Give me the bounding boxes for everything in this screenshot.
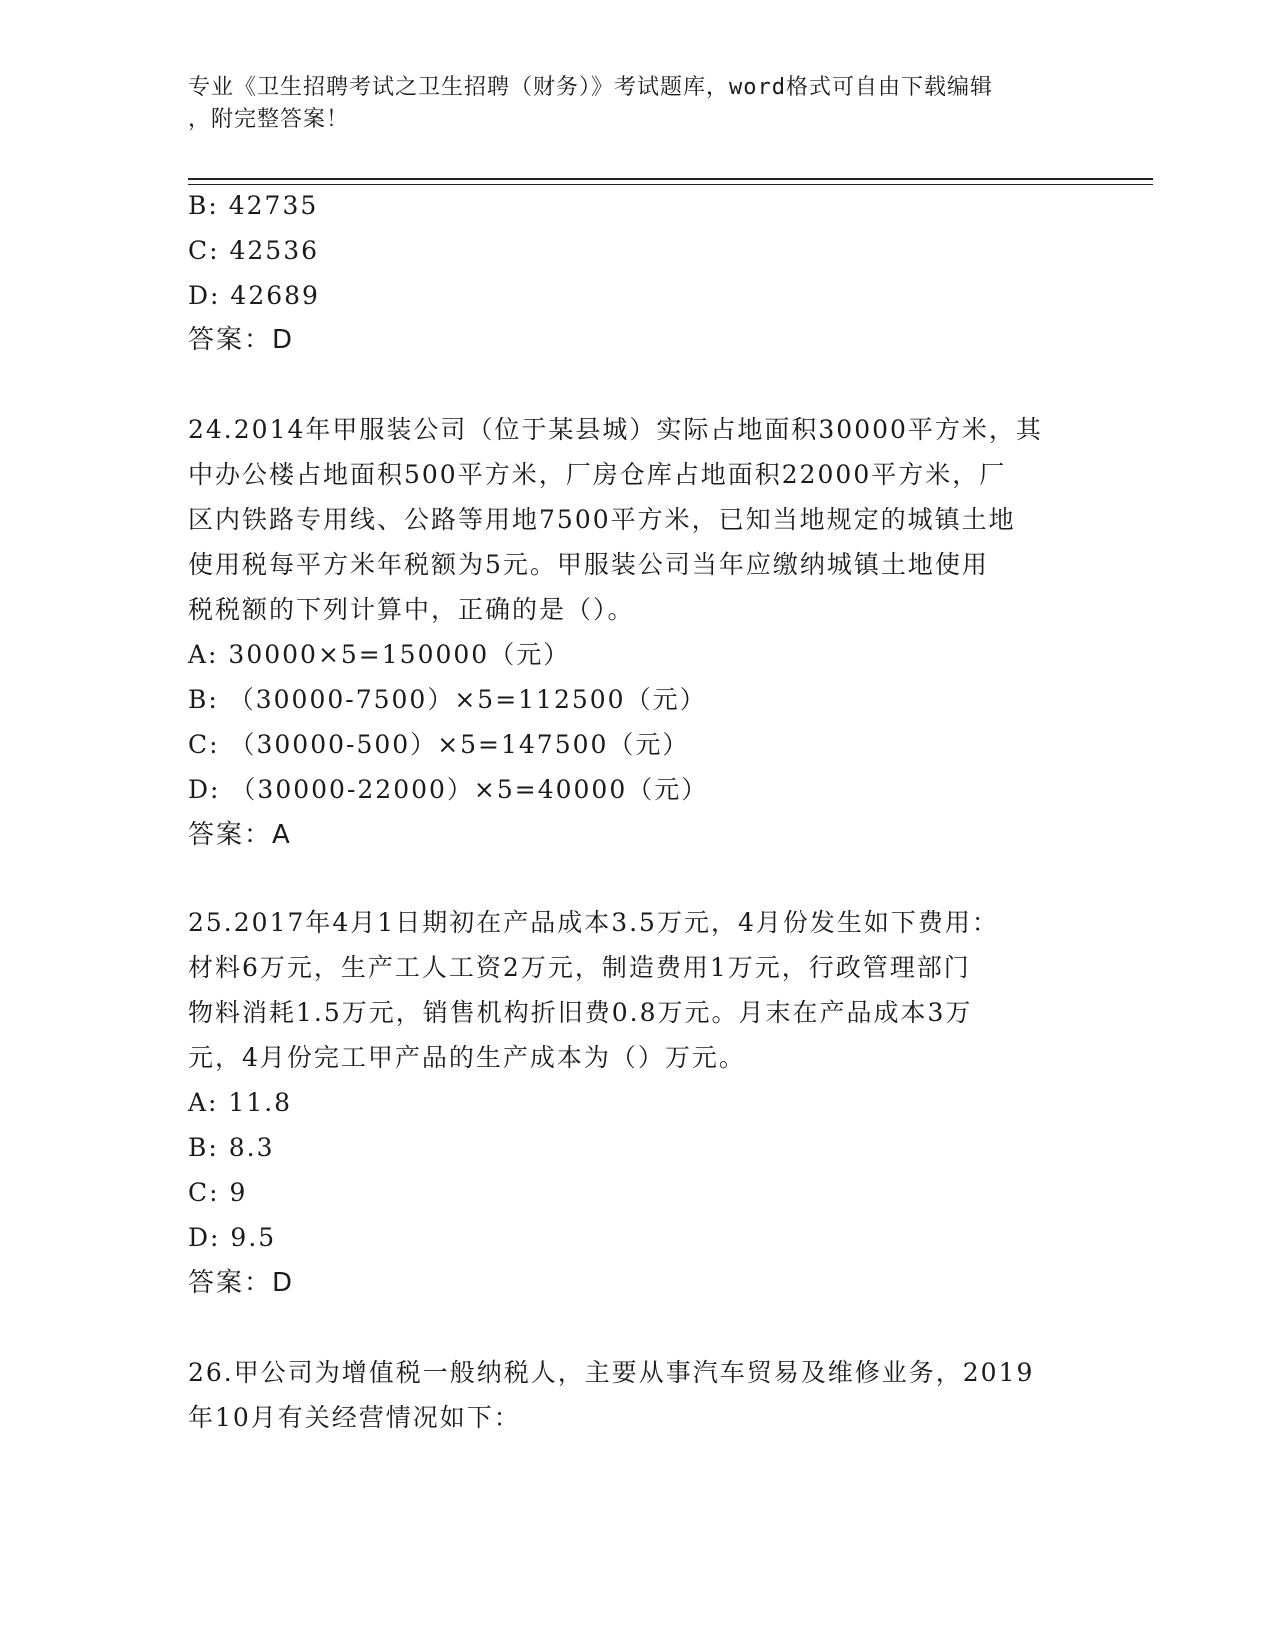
q23-option-c: C: 42536 [188,236,320,265]
q24-stem-line-4: 使用税每平方米年税额为5元。甲服装公司当年应缴纳城镇土地使用 [188,550,989,579]
q23-option-d: D: 42689 [188,281,320,310]
header-divider-thin [188,184,1153,185]
q25-option-c: C: 9 [188,1178,248,1207]
q24-stem-line-2: 中办公楼占地面积500平方米，厂房仓库占地面积22000平方米，厂 [188,460,1007,489]
q25-answer: 答案：D [188,1268,295,1298]
q25-stem-line-3: 物料消耗1.5万元，销售机构折旧费0.8万元。月末在产品成本3万 [188,998,973,1027]
q25-stem-line-1: 25.2017年4月1日期初在产品成本3.5万元，4月份发生如下费用： [188,908,999,937]
q23-answer: 答案：D [188,325,295,355]
document-header [188,72,1088,136]
q24-stem-line-1: 24.2014年甲服装公司（位于某县城）实际占地面积30000平方米，其 [188,415,1043,444]
q25-option-d: D: 9.5 [188,1223,277,1252]
q24-stem-line-3: 区内铁路专用线、公路等用地7500平方米，已知当地规定的城镇土地 [188,505,1016,534]
header-line-2: ，附完整答案！ [188,107,350,132]
q24-option-b: B: （30000-7500）×5=112500（元） [188,685,707,714]
q25-option-b: B: 8.3 [188,1133,275,1162]
q24-option-d: D: （30000-22000）×5=40000（元） [188,775,709,804]
q23-option-b: B: 42735 [188,191,319,220]
q24-stem-line-5: 税税额的下列计算中，正确的是（）。 [188,595,635,624]
q25-option-a: A: 11.8 [188,1088,293,1117]
q26-stem-line-1: 26.甲公司为增值税一般纳税人，主要从事汽车贸易及维修业务，2019 [188,1358,1035,1387]
header-divider-thick [188,178,1153,180]
q24-answer: 答案：A [188,820,292,850]
q25-stem-line-2: 材料6万元，生产工人工资2万元，制造费用1万元，行政管理部门 [188,953,971,982]
q25-stem-line-4: 元，4月份完工甲产品的生产成本为（）万元。 [188,1043,746,1072]
q24-option-c: C: （30000-500）×5=147500（元） [188,730,690,759]
q26-stem-line-2: 年10月有关经营情况如下： [188,1403,521,1432]
q24-option-a: A: 30000×5=150000（元） [188,640,571,669]
header-line-1: 专业《卫生招聘考试之卫生招聘（财务）》考试题库，word格式可自由下载编辑 [188,75,993,100]
